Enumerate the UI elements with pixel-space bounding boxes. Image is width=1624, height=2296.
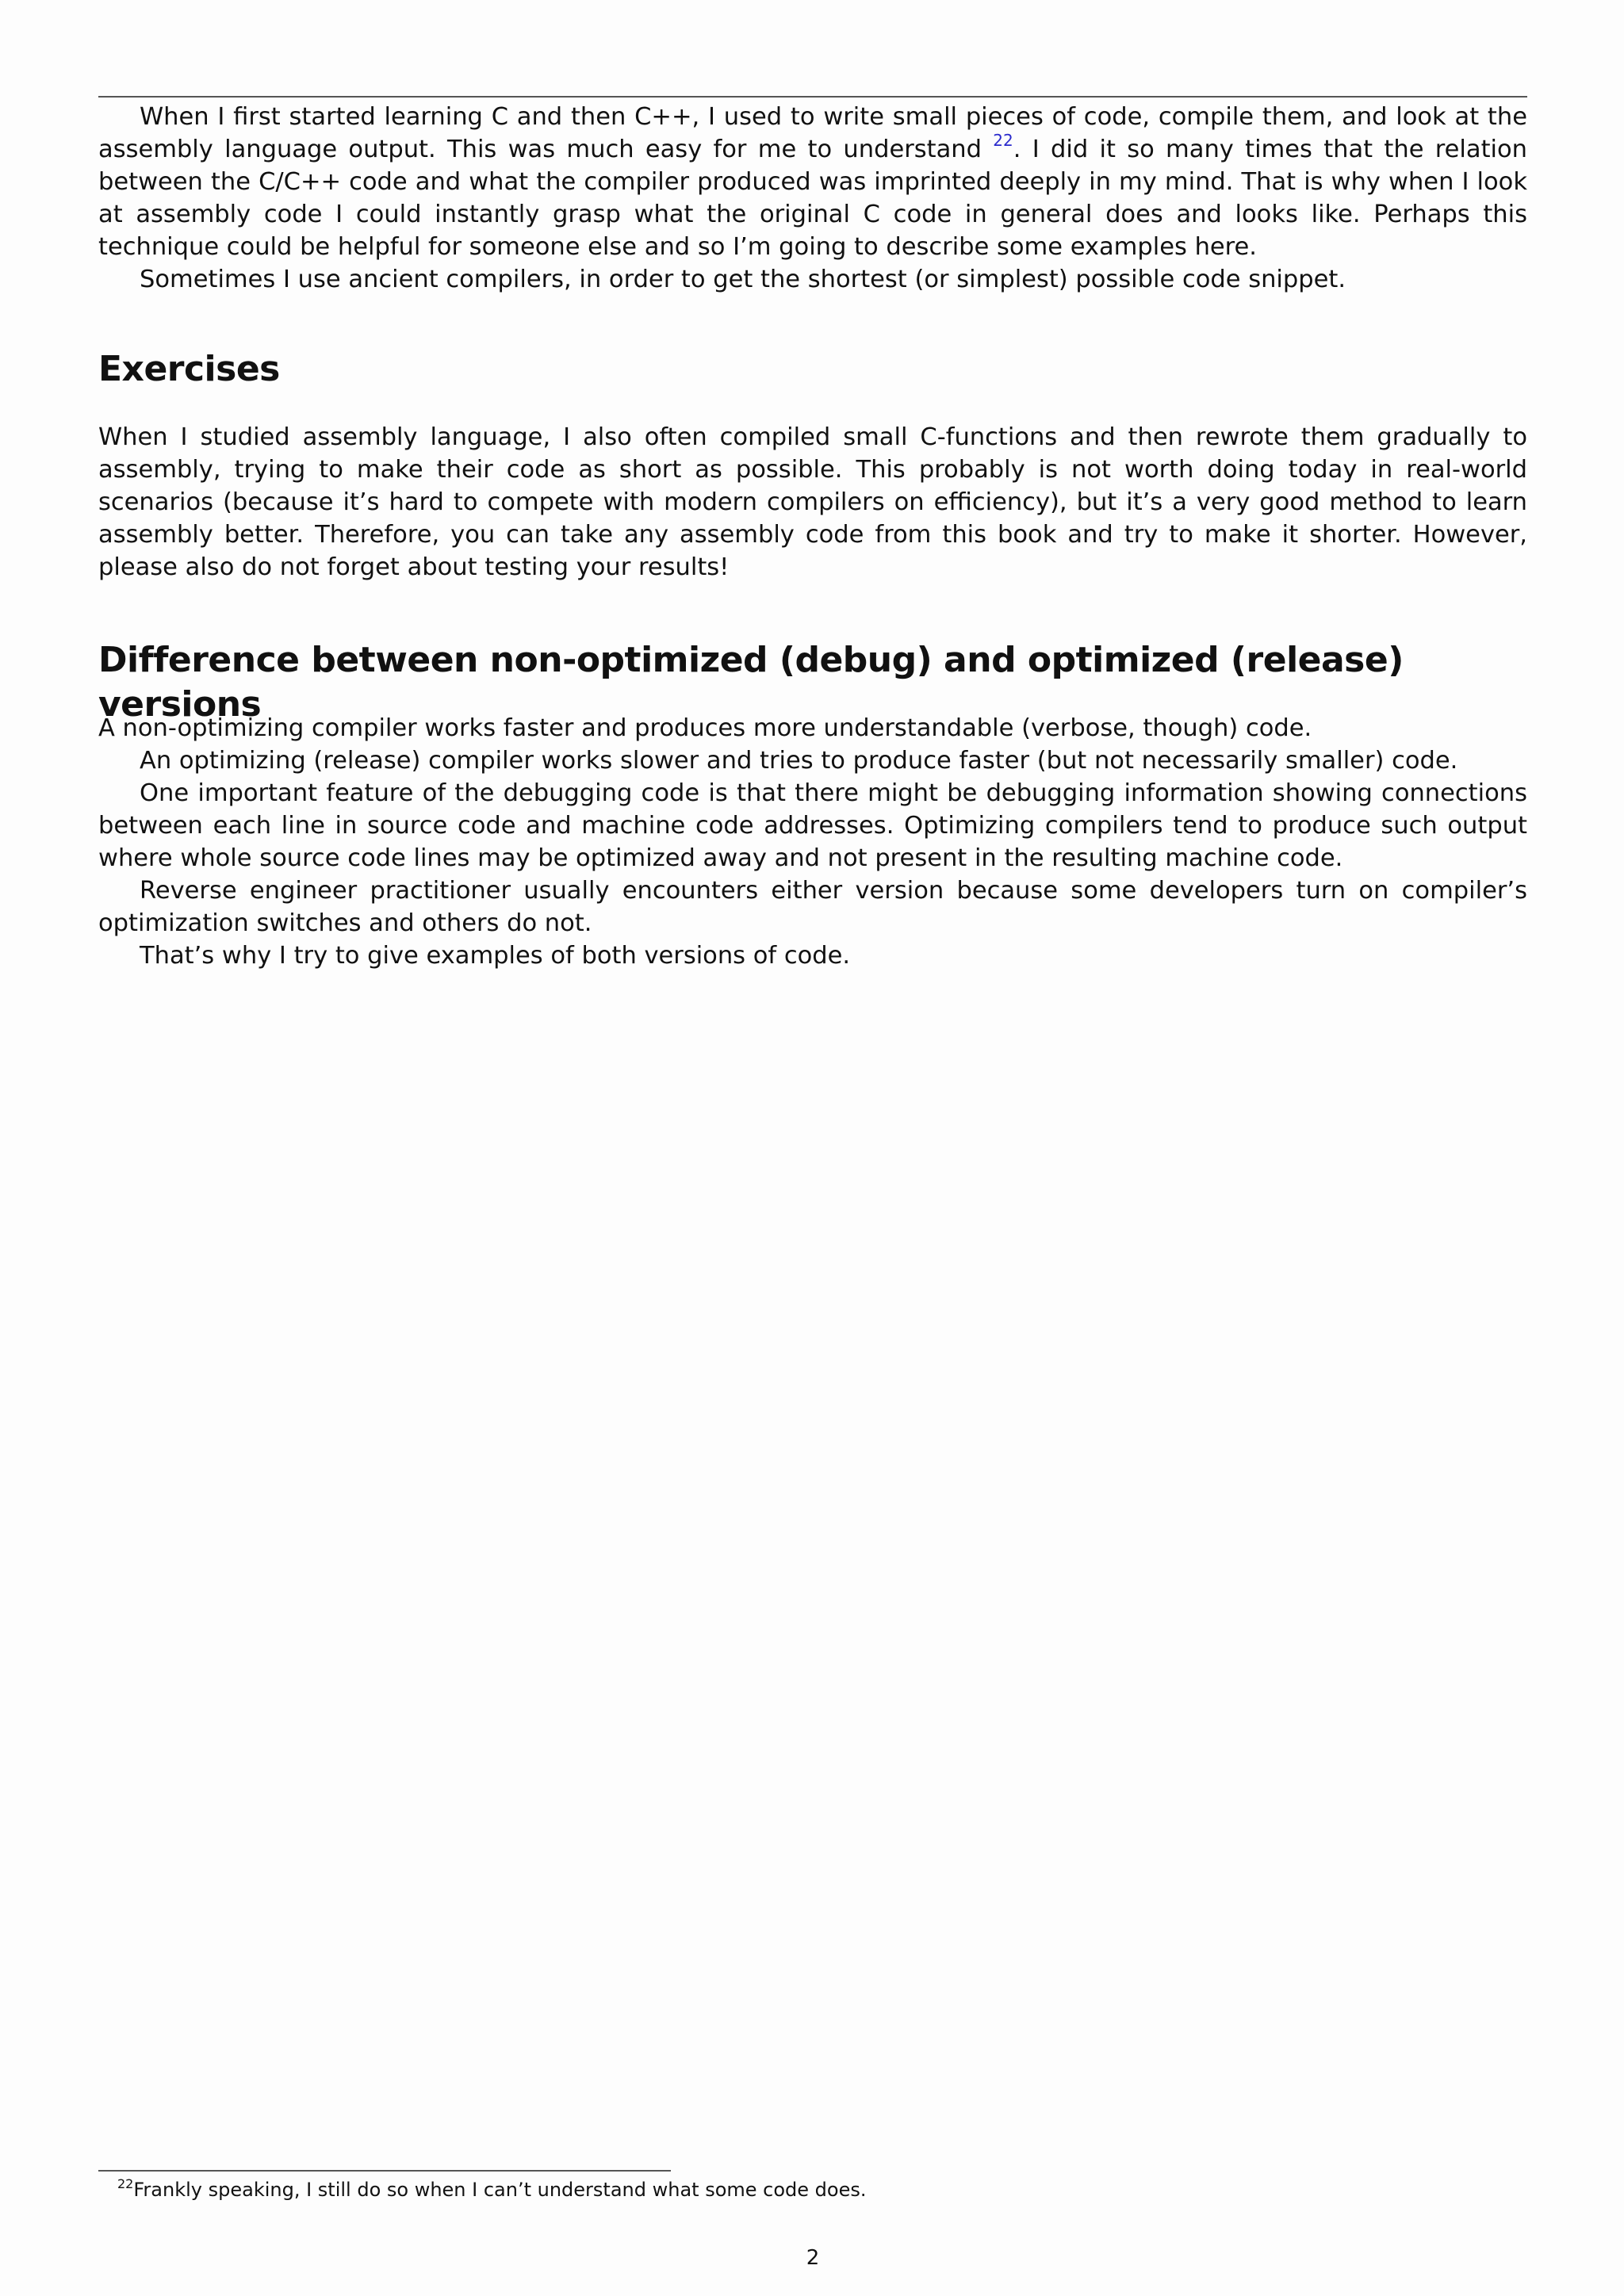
footnote bbox=[117, 2176, 867, 2203]
difference-heading: Difference between non-optimized (debug) and optimized (release) versions bbox=[98, 640, 1404, 725]
top-rule bbox=[98, 96, 1527, 98]
footnote-reference-link[interactable]: 22 bbox=[993, 131, 1013, 150]
intro-section bbox=[98, 101, 1527, 296]
exercises-section bbox=[98, 421, 1527, 584]
intro-paragraph-2: Sometimes I use ancient compilers, in order to get the shortest (or simplest) possible code snippet. bbox=[140, 266, 1346, 293]
difference-paragraph-2: An optimizing (release) compiler works slower and tries to produce faster (but not necessarily smaller) code. bbox=[140, 747, 1458, 775]
difference-paragraph-5: That’s why I try to give examples of both versions of code. bbox=[140, 942, 851, 970]
footnote-mark: 22 bbox=[117, 2176, 134, 2191]
difference-paragraph-4: Reverse engineer practitioner usually encounters either version because some developers turn on compiler’s optimization switches and others do not. bbox=[98, 877, 1527, 937]
document-page bbox=[98, 0, 1527, 2296]
page-number: 2 bbox=[806, 2246, 820, 2270]
difference-paragraph-1: A non-optimizing compiler works faster and produces more understandable (verbose, though) code. bbox=[98, 714, 1312, 742]
intro-paragraph-1-text-end: . I did it so many times that the relation between the C/C++ code and what the compiler produced was imprinted deeply in my mind. That is why when I look at assembly code I could instantly grasp what the original C code in general does and looks like. Perhaps this technique could be helpful for someone else and so I’m going to describe some examples here. bbox=[98, 136, 1527, 261]
intro-paragraph-1 bbox=[98, 101, 1527, 263]
exercises-paragraph: When I studied assembly language, I also often compiled small C-functions and then rewrote them gradually to assembly, trying to make their code as short as possible. This probably is not worth doing today in real-world scenarios (because it’s hard to compete with modern compilers on efficiency), but it’s a very good method to learn assembly better. Therefore, you can take any assembly code from this book and try to make it shorter. However, please also do not forget about testing your results! bbox=[98, 423, 1527, 581]
footnote-rule bbox=[98, 2170, 671, 2172]
intro-paragraph-1-text-start: When I first started learning C and then C++, I used to write small pieces of code, compile them, and look at the assembly language output. This was much easy for me to understand bbox=[98, 103, 1527, 163]
difference-section bbox=[98, 712, 1527, 972]
footnote-text: Frankly speaking, I still do so when I can’t understand what some code does. bbox=[133, 2179, 867, 2201]
difference-paragraph-3: One important feature of the debugging code is that there might be debugging information showing connections between each line in source code and machine code addresses. Optimizing compilers tend to produce such output where whole source code lines may be optimized away and not present in the resulting machine code. bbox=[98, 779, 1527, 872]
exercises-heading: Exercises bbox=[98, 349, 280, 389]
